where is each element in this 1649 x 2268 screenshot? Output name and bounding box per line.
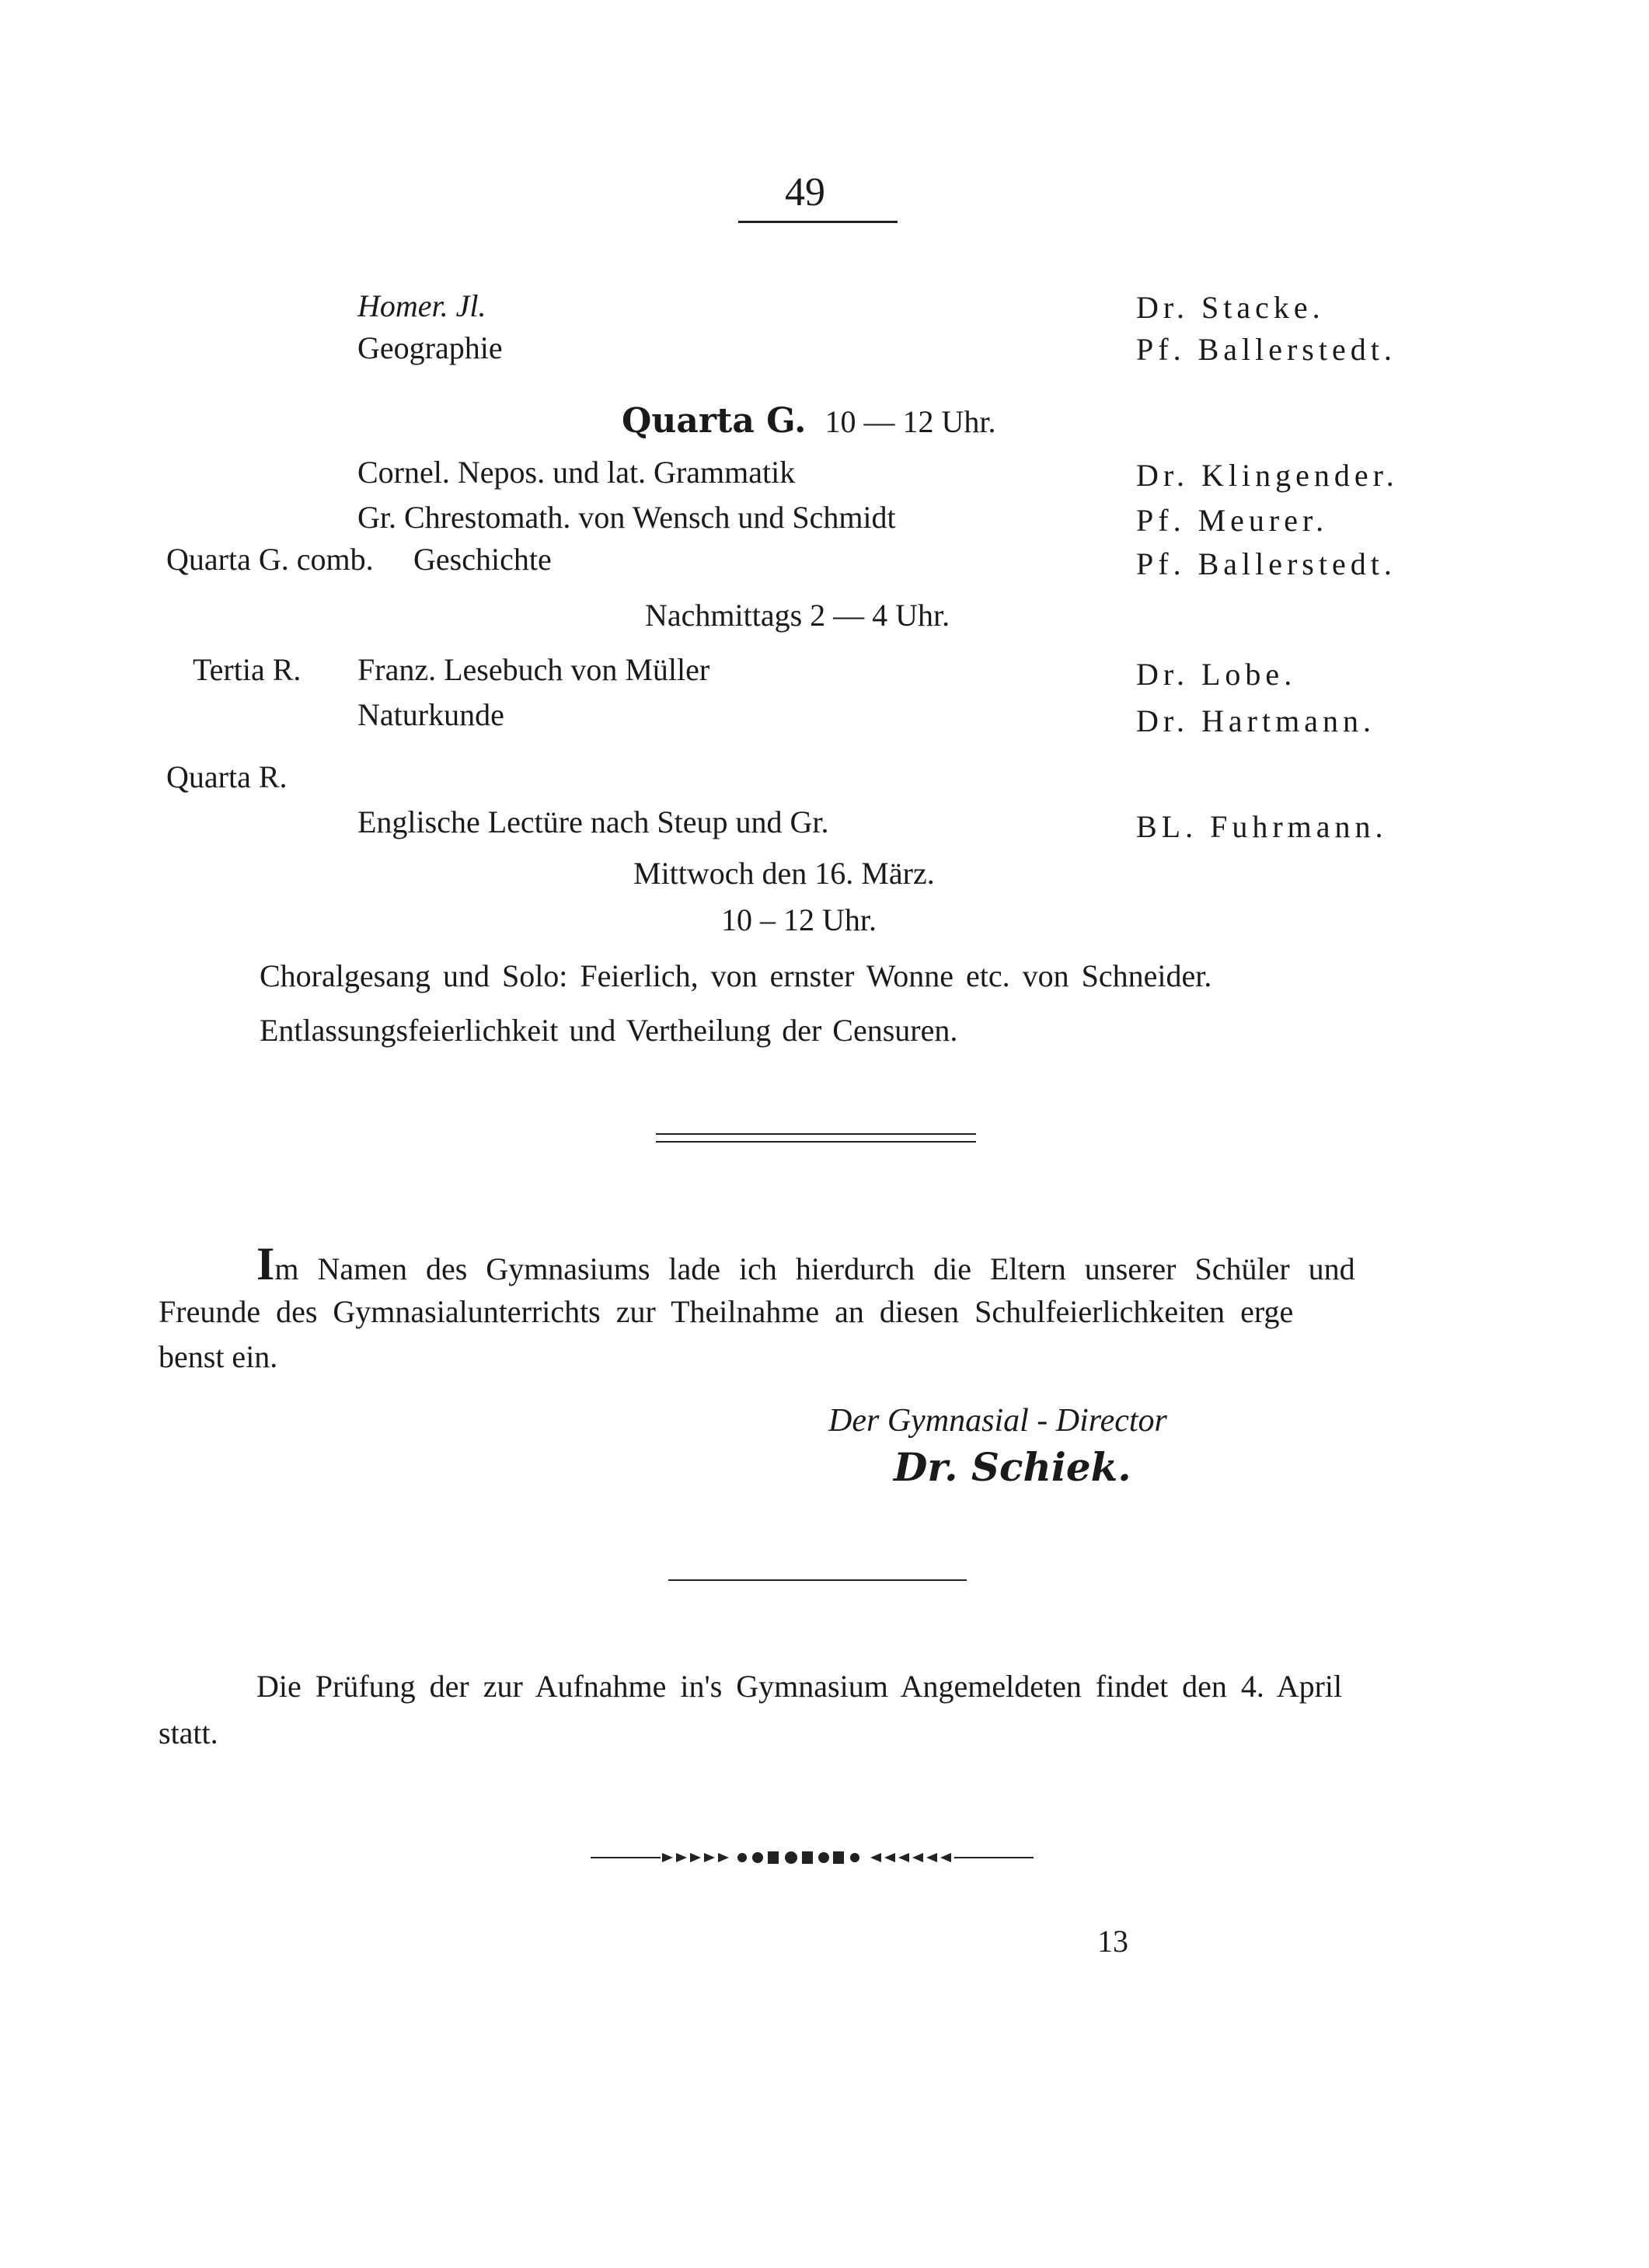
wednesday-line-1: Choralgesang und Solo: Feierlich, von ernster Wonne etc. von Schneider.	[260, 958, 1212, 993]
admission-line-1: Die Prüfung der zur Aufnahme in's Gymnasium Angemeldeten findet den 4. April	[256, 1669, 1343, 1704]
teacher-stacke: Dr. Stacke.	[1136, 290, 1325, 325]
class-quarta-g-comb: Quarta G. comb.	[166, 542, 374, 577]
subject-homer: Homer. Jl.	[357, 288, 486, 323]
teacher-fuhrmann: BL. Fuhrmann.	[1136, 809, 1388, 844]
divider-single	[668, 1579, 967, 1581]
signature-name: Dr. Schiek.	[894, 1444, 1131, 1490]
class-quarta-r: Quarta R.	[166, 759, 288, 794]
ornament-divider	[591, 1848, 1034, 1867]
admission-line-2: statt.	[159, 1715, 218, 1750]
subject-geographie: Geographie	[357, 330, 503, 365]
subject-cornel-text: Cornel. Nepos. und lat. Grammatik	[357, 455, 796, 490]
teacher-meurer: Pf. Meurer.	[1136, 503, 1329, 538]
invitation-line-1	[256, 1238, 1355, 1289]
invitation-line-1-text: m Namen des Gymnasiums lade ich hierdurch die Eltern unserer Schüler und	[274, 1251, 1355, 1286]
invitation-line-3: benst ein.	[159, 1339, 278, 1374]
drop-cap: I	[256, 1238, 275, 1289]
teacher-lobe: Dr. Lobe.	[1136, 657, 1297, 692]
subject-geschichte: Geschichte	[413, 542, 552, 577]
subject-franz: Franz. Lesebuch von Müller	[357, 652, 710, 687]
quarta-g-label: Quarta G.	[622, 401, 807, 441]
wednesday-time: 10 – 12 Uhr.	[721, 902, 877, 937]
subject-englisch: Englische Lectüre nach Steup und Gr.	[357, 804, 829, 839]
page-number-rule	[738, 221, 898, 223]
teacher-ballerstedt-1: Pf. Ballerstedt.	[1136, 332, 1396, 367]
wednesday-date: Mittwoch den 16. März.	[633, 856, 935, 891]
quarta-g-heading	[622, 403, 996, 441]
subject-naturkunde: Naturkunde	[357, 697, 504, 732]
divider-double-top	[656, 1133, 976, 1135]
invitation-line-2: Freunde des Gymnasialunterrichts zur Theilnahme an diesen Schulfeierlichkeiten erge	[159, 1294, 1294, 1329]
footer-page-number: 13	[1097, 1924, 1128, 1959]
afternoon-heading: Nachmittags 2 — 4 Uhr.	[645, 598, 950, 633]
page-number: 49	[785, 170, 825, 215]
subject-cornel	[357, 454, 795, 491]
class-tertia-r: Tertia R.	[193, 652, 302, 687]
subject-chrestomath: Gr. Chrestomath. von Wensch und Schmidt	[357, 500, 896, 535]
quarta-g-time: 10 — 12 Uhr.	[824, 404, 996, 439]
wednesday-line-2: Entlassungsfeierlichkeit und Vertheilung der Censuren.	[260, 1013, 958, 1048]
teacher-klingender: Dr. Klingender.	[1136, 458, 1399, 493]
signature-title: Der Gymnasial - Director	[828, 1403, 1167, 1439]
teacher-hartmann: Dr. Hartmann.	[1136, 703, 1375, 738]
divider-double-bottom	[656, 1141, 976, 1143]
teacher-ballerstedt-2: Pf. Ballerstedt.	[1136, 546, 1396, 581]
